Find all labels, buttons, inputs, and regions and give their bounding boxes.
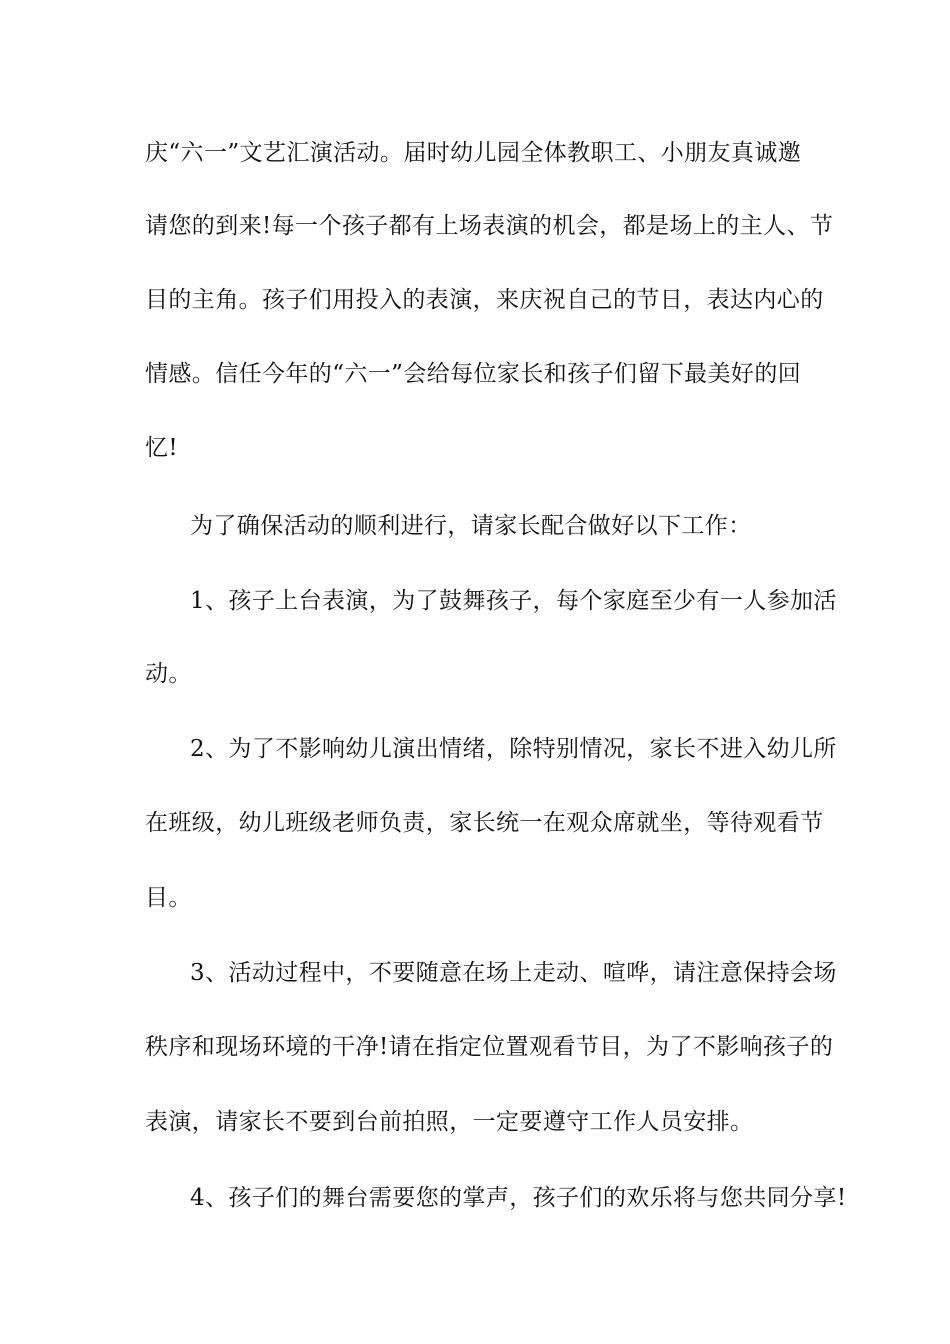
paragraph-line: 庆“六一”文艺汇演活动。届时幼儿园全体教职工、小朋友真诚邀 bbox=[145, 140, 802, 166]
paragraph-line: 请您的到来!每一个孩子都有上场表演的机会，都是场上的主人、节 bbox=[145, 213, 834, 239]
list-item-2-line: 2、为了不影响幼儿演出情绪，除特别情况，家长不进入幼儿所 bbox=[190, 736, 837, 762]
list-item-2-line: 在班级，幼儿班级老师负责，家长统一在观众席就坐，等待观看节 bbox=[145, 810, 824, 836]
list-item-3-line: 秩序和现场环境的干净!请在指定位置观看节目，为了不影响孩子的 bbox=[145, 1034, 834, 1060]
paragraph-line: 目的主角。孩子们用投入的表演，来庆祝自己的节日，表达内心的 bbox=[145, 287, 824, 313]
list-item-3-line: 3、活动过程中，不要随意在场上走动、喧哗，请注意保持会场 bbox=[190, 960, 837, 986]
list-item-1-line: 1、孩子上台表演，为了鼓舞孩子，每个家庭至少有一人参加活 bbox=[190, 588, 837, 614]
list-item-1-line: 动。 bbox=[145, 661, 192, 687]
list-item-2-line: 目。 bbox=[145, 885, 192, 911]
paragraph-line: 情感。信任今年的“六一”会给每位家长和孩子们留下最美好的回 bbox=[145, 361, 802, 387]
list-item-4-line: 4、孩子们的舞台需要您的掌声，孩子们的欢乐将与您共同分享! bbox=[190, 1185, 847, 1211]
list-item-3-line: 表演，请家长不要到台前拍照，一定要遵守工作人员安排。 bbox=[145, 1109, 754, 1135]
paragraph-line: 忆! bbox=[145, 435, 179, 461]
paragraph-line: 为了确保活动的顺利进行，请家长配合做好以下工作： bbox=[190, 513, 752, 539]
